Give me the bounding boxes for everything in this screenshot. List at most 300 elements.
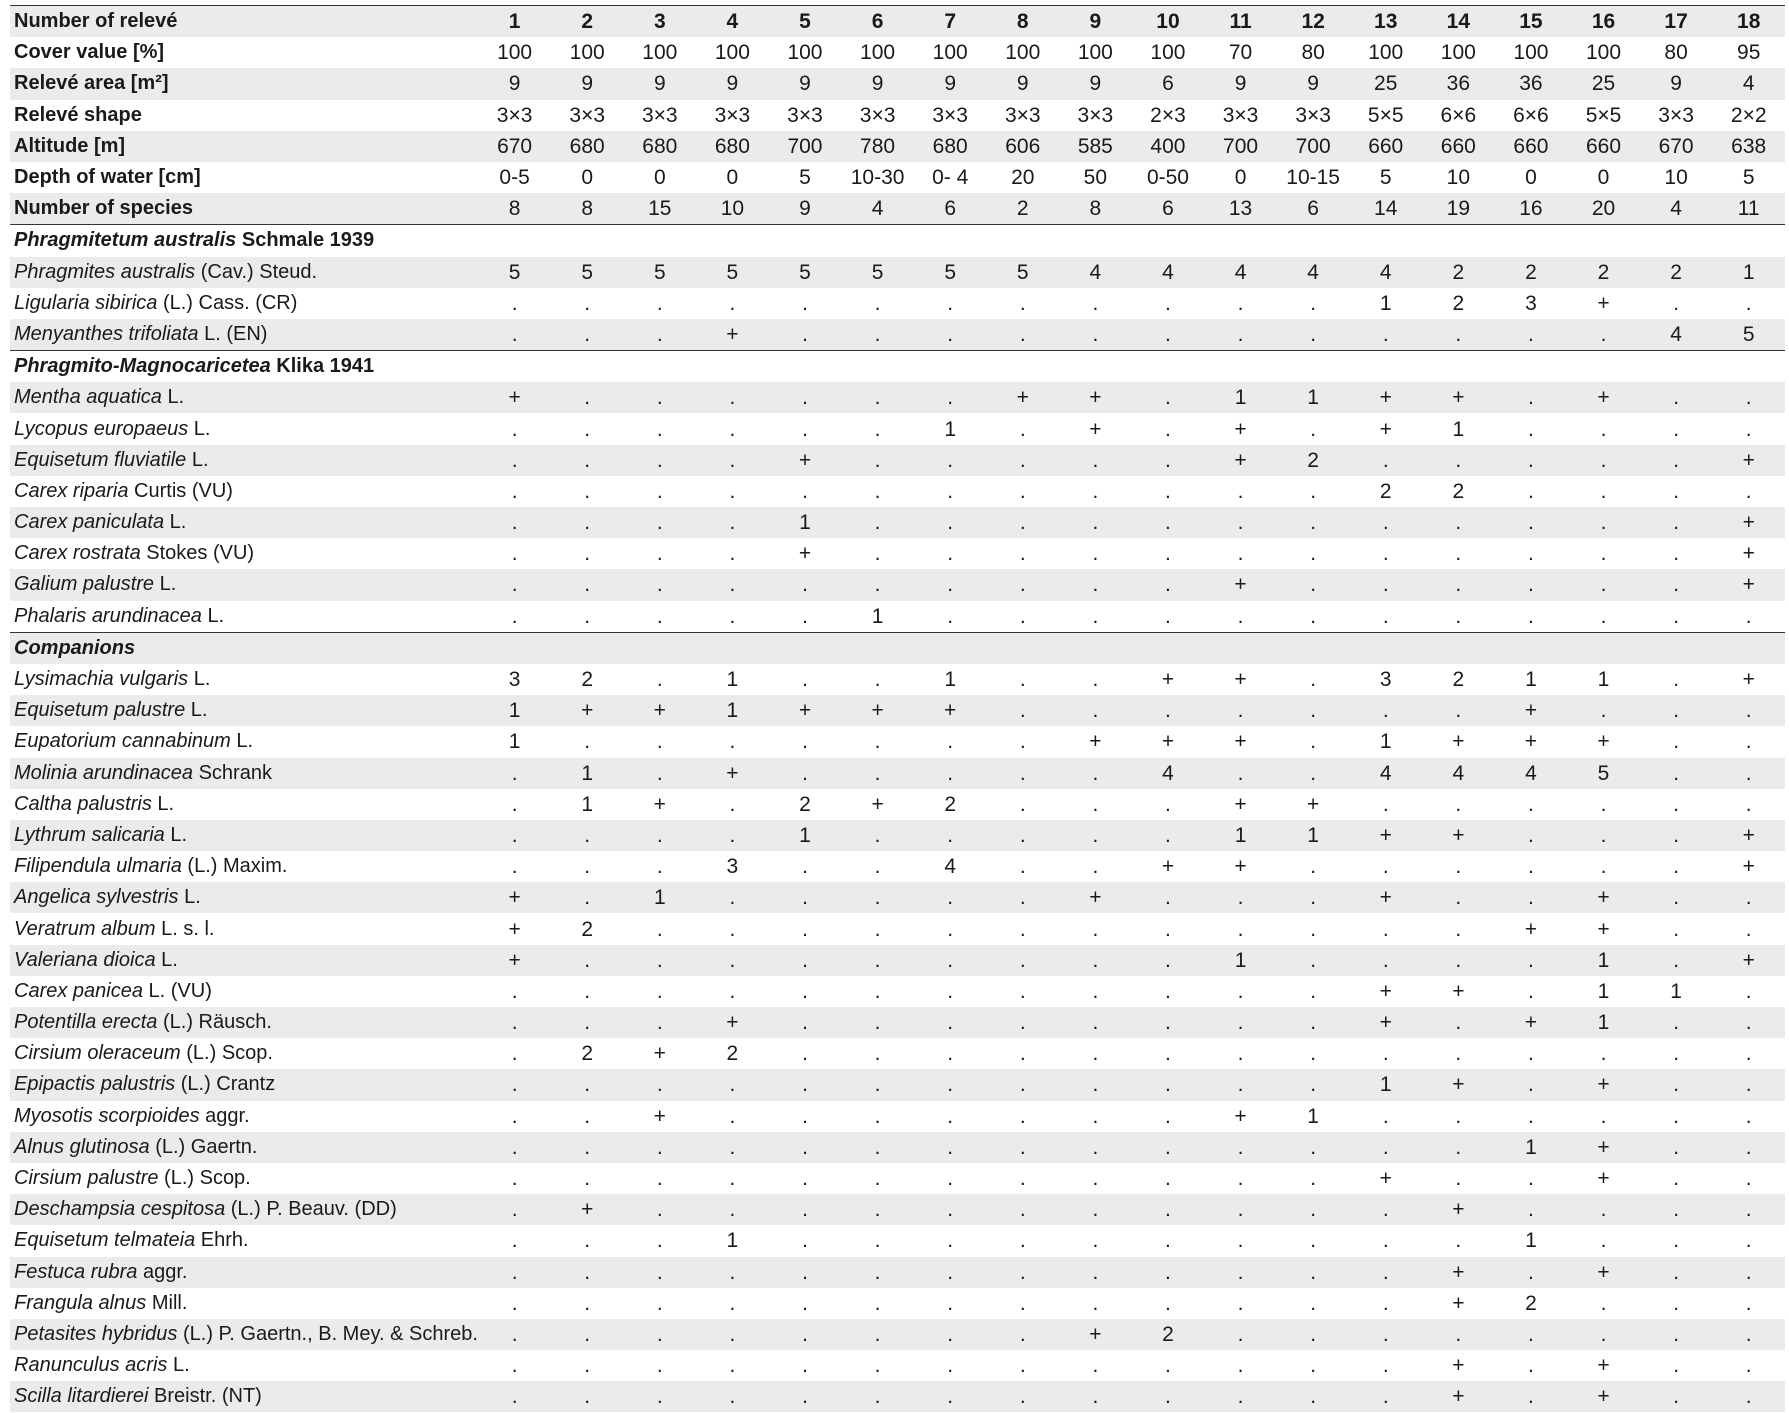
species-cell-12: . [1310,1198,1317,1222]
species-authority: L. [185,699,208,722]
species-cell-1: . [511,761,518,785]
header-row-cell-12: 10-15 [1286,166,1340,190]
species-cell-18: 5 [1742,322,1755,346]
species-label [10,886,498,909]
species-cell-15: + [1524,917,1538,941]
species-cell-9: . [1092,291,1099,315]
species-cell-17: . [1673,573,1680,597]
species-cell-17: . [1673,291,1680,315]
species-row [10,1163,1785,1194]
species-cell-15: . [1528,1260,1534,1284]
header-row-cell-16: 20 [1591,197,1616,221]
species-cell-8: . [1019,1135,1026,1159]
species-cell-12: 1 [1307,823,1319,847]
species-cell-10: . [1165,1198,1171,1222]
header-row-cell-14: 10 [1446,166,1470,190]
species-cell-8: . [1019,1104,1026,1128]
column-number-cell-10: 10 [1156,10,1180,34]
species-cell-17: . [1673,823,1680,847]
species-cell-11: . [1237,886,1244,910]
species-cell-14: . [1455,917,1462,941]
species-cell-17: . [1673,511,1680,535]
species-cell-4: . [729,886,736,910]
header-row-cell-1: 0-5 [499,166,530,190]
header-row-cell-17: 3×3 [1658,103,1694,127]
species-cell-13: . [1382,1322,1389,1346]
species-cell-6: . [874,1011,881,1035]
species-cell-8: . [1019,1011,1026,1035]
species-cell-3: . [656,1198,663,1222]
species-cell-18: 1 [1742,260,1755,284]
species-cell-1: . [511,823,518,847]
species-cell-15: . [1528,792,1534,816]
species-cell-8: . [1019,291,1026,315]
species-cell-7: . [947,1291,954,1315]
species-cell-2: . [584,1167,591,1191]
species-cell-16: + [1597,1260,1610,1284]
species-cell-6: . [874,573,881,597]
species-authority: L. (EN) [198,322,268,345]
header-row-cell-8: 9 [1016,72,1029,96]
species-cell-17: . [1673,1167,1680,1191]
header-row-cell-11: 70 [1228,41,1253,65]
species-cell-7: . [947,1104,954,1128]
species-cell-18: . [1745,699,1752,723]
species-cell-6: 1 [871,604,884,628]
species-cell-8: . [1019,1385,1026,1409]
header-row-cell-5: 3×3 [787,103,823,127]
species-cell-9: . [1092,448,1099,472]
species-cell-12: . [1310,699,1317,723]
species-cell-8: . [1019,1291,1026,1315]
species-cell-16: . [1600,542,1607,566]
species-cell-18: . [1745,479,1752,503]
species-cell-5: . [802,1011,808,1035]
header-row-cell-2: 0 [581,166,594,190]
section-title [10,229,505,252]
species-cell-11: . [1237,699,1244,723]
header-row [10,100,1785,131]
species-cell-18: + [1742,948,1755,972]
species-cell-17: . [1673,730,1680,754]
species-values [478,1199,1785,1220]
species-authority: L. [186,448,209,471]
header-row-cell-6: 4 [871,197,884,221]
species-cell-1: . [511,855,518,879]
species-cell-11: + [1234,1104,1247,1128]
species-name: Filipendula ulmaria [14,855,182,878]
species-cell-14: . [1455,542,1462,566]
species-cell-6: . [874,730,881,754]
species-cell-9: . [1092,1042,1099,1066]
species-cell-13: 1 [1379,291,1392,315]
species-cell-6: . [874,1167,881,1191]
species-cell-10: . [1165,1354,1171,1378]
species-name: Galium palustre [14,573,155,596]
header-row-values [478,73,1785,94]
species-cell-13: 4 [1379,260,1392,284]
species-cell-12: . [1310,604,1317,628]
species-cell-10: . [1165,1291,1171,1315]
species-label [10,949,498,972]
species-row [10,945,1785,976]
species-cell-12: . [1310,291,1317,315]
species-cell-5: . [802,1322,808,1346]
header-row-cell-4: 100 [714,41,750,65]
species-cell-4: . [729,511,736,535]
species-cell-1: . [511,511,518,535]
species-cell-18: . [1745,917,1752,941]
species-cell-2: . [584,573,591,597]
header-row-cell-18: 2×2 [1730,103,1767,127]
species-cell-17: . [1673,699,1680,723]
species-cell-1: . [511,1073,518,1097]
species-cell-4: 1 [726,668,739,692]
species-cell-4: 3 [726,855,739,879]
species-authority: L. [155,948,178,971]
species-cell-16: . [1600,1322,1607,1346]
species-cell-12: . [1310,322,1317,346]
species-cell-11: . [1237,542,1244,566]
species-authority: L. [161,386,185,409]
species-cell-4: . [729,1322,736,1346]
species-cell-16: + [1597,1385,1610,1409]
species-cell-3: . [656,1073,663,1097]
header-row-values [478,136,1785,157]
header-row-cell-10: 6 [1162,197,1174,221]
species-cell-17: . [1673,542,1680,566]
species-cell-3: . [656,1385,663,1409]
species-row [10,538,1785,569]
column-number-cell-17: 17 [1664,10,1688,34]
species-values [478,981,1785,1002]
species-cell-18: . [1745,761,1752,785]
header-row [10,193,1785,224]
species-cell-5: . [802,604,808,628]
species-cell-9: . [1092,1198,1099,1222]
species-cell-12: . [1310,1135,1317,1159]
species-cell-2: . [584,1229,591,1253]
header-label: Number of relevé [14,10,178,33]
species-cell-17: . [1673,917,1680,941]
header-row-cell-12: 3×3 [1295,103,1331,127]
species-values [478,606,1785,627]
species-values [478,856,1785,877]
header-row-cell-8: 3×3 [1004,103,1041,127]
species-cell-16: + [1597,1135,1610,1159]
species-cell-4: . [729,1260,736,1284]
species-cell-13: . [1382,948,1389,972]
section-title-name: Phragmito-Magnocaricetea [14,355,271,378]
species-cell-8: + [1016,386,1029,410]
species-cell-6: . [874,1135,881,1159]
species-cell-4: . [729,291,736,315]
header-row-cell-17: 670 [1658,134,1694,158]
species-cell-12: . [1310,1229,1317,1253]
species-cell-10: + [1161,668,1175,692]
species-cell-5: 5 [799,260,811,284]
section-title-name: Companions [14,636,136,659]
species-cell-10: . [1165,322,1171,346]
species-cell-3: . [656,448,663,472]
column-numbers [478,11,1785,32]
header-row-cell-2: 8 [581,197,594,221]
species-cell-9: . [1092,1135,1099,1159]
species-cell-10: . [1165,542,1171,566]
header-rows [10,37,1785,224]
species-values [478,1355,1785,1376]
species-cell-16: 5 [1597,761,1610,785]
species-values [478,543,1785,564]
species-cell-2: . [584,604,591,628]
species-name: Alnus glutinosa [14,1135,150,1158]
species-cell-3: . [656,386,663,410]
header-row-cell-6: 9 [871,72,884,96]
species-cell-1: + [508,948,521,972]
header-row-label: Cover value [%] [14,41,165,64]
species-cell-9: . [1092,1073,1099,1097]
species-cell-2: . [584,1260,591,1284]
species-cell-15: . [1528,1073,1534,1097]
species-cell-15: 1 [1525,1229,1537,1253]
species-row [10,913,1785,944]
species-cell-13: 1 [1379,1073,1392,1097]
species-cell-4: . [729,1104,736,1128]
species-cell-16: 2 [1597,260,1610,284]
species-cell-4: . [729,792,736,816]
species-label [10,1073,498,1096]
species-cell-9: . [1092,1385,1099,1409]
species-cell-7: . [947,479,954,503]
species-name: Festuca rubra [14,1260,138,1283]
species-cell-1: . [511,1167,518,1191]
species-cell-12: 1 [1307,386,1319,410]
species-cell-10: . [1165,417,1171,441]
species-cell-4: . [729,979,736,1003]
species-authority: (L.) Scop. [158,1167,251,1190]
header-row-label: Relevé shape [14,103,142,126]
species-cell-8: . [1019,823,1026,847]
species-name: Menyanthes trifoliata [14,322,199,345]
species-cell-8: . [1019,1322,1026,1346]
species-cell-14: . [1455,1104,1462,1128]
species-cell-16: . [1600,604,1607,628]
header-row-cell-3: 680 [642,134,678,158]
species-cell-8: . [1019,417,1026,441]
species-cell-18: . [1745,1291,1752,1315]
species-cell-6: . [874,1042,881,1066]
species-row [10,1350,1785,1381]
species-cell-17: . [1673,761,1680,785]
species-row [10,1038,1785,1069]
species-cell-7: . [947,917,954,941]
species-cell-1: 1 [508,699,521,723]
species-cell-7: 1 [944,668,957,692]
header-row-cell-3: 0 [653,166,666,190]
species-cell-12: . [1310,1260,1317,1284]
species-cell-14: . [1455,1229,1462,1253]
species-cell-5: . [802,1385,808,1409]
species-label [10,418,498,441]
species-cell-10: . [1165,917,1171,941]
species-cell-9: . [1092,511,1099,535]
species-cell-15: . [1528,1042,1534,1066]
species-label [10,699,498,722]
species-name: Caltha palustris [14,792,152,815]
species-cell-8: . [1019,668,1026,692]
species-cell-11: . [1237,979,1244,1003]
species-cell-9: . [1092,1260,1099,1284]
species-cell-17: . [1673,886,1680,910]
species-cell-12: . [1310,917,1317,941]
species-label [10,824,498,847]
species-cell-5: + [798,448,812,472]
header-row-cell-14: 660 [1440,134,1476,158]
species-cell-18: + [1742,823,1755,847]
species-cell-10: . [1165,386,1171,410]
species-cell-13: 3 [1379,668,1392,692]
species-row [10,1319,1785,1350]
header-row-cell-18: 5 [1742,166,1755,190]
species-cell-14: . [1455,1011,1462,1035]
header-row-cell-17: 10 [1664,166,1688,190]
species-values [478,1137,1785,1158]
species-cell-2: . [584,1354,591,1378]
species-cell-11: . [1237,1167,1244,1191]
species-cell-1: . [511,1042,518,1066]
species-cell-10: . [1165,948,1171,972]
species-values [478,1074,1785,1095]
species-cell-5: . [802,417,808,441]
species-cell-9: + [1089,730,1102,754]
species-cell-16: . [1600,1104,1607,1128]
header-row-cell-14: 36 [1446,72,1470,96]
species-cell-11: . [1237,479,1244,503]
species-label [10,1105,498,1128]
species-cell-2: . [584,1011,591,1035]
species-name: Myosotis scorpioides [14,1104,200,1127]
species-cell-17: 1 [1670,979,1682,1003]
species-cell-4: . [729,417,736,441]
species-cell-13: . [1382,917,1389,941]
section-title-name: Phragmitetum australis [14,229,237,252]
species-row [10,1381,1785,1412]
species-cell-14: . [1455,1135,1462,1159]
header-row-values [478,167,1785,188]
species-authority: (L.) Scop. [180,1042,273,1065]
species-cell-18: . [1745,979,1752,1003]
header-row-cell-11: 700 [1223,134,1259,158]
species-cell-14: + [1452,979,1465,1003]
species-cell-15: . [1528,1354,1534,1378]
header-row-cell-12: 9 [1307,72,1319,96]
header-row-cell-2: 3×3 [569,103,606,127]
species-values [478,669,1785,690]
species-cell-16: + [1597,291,1610,315]
species-cell-15: . [1528,855,1534,879]
species-cell-13: . [1382,792,1389,816]
header-row-cell-16: 0 [1597,166,1610,190]
species-cell-12: 4 [1307,260,1319,284]
header-row-cell-16: 660 [1585,134,1622,158]
species-cell-18: . [1745,1011,1752,1035]
species-cell-11: . [1237,1322,1244,1346]
species-cell-12: . [1310,573,1317,597]
species-cell-10: 2 [1162,1322,1174,1346]
header-row-cell-16: 5×5 [1585,103,1622,127]
species-cell-3: . [656,948,663,972]
sections [10,224,1785,1412]
species-values [478,1386,1785,1407]
species-cell-1: . [511,542,518,566]
species-authority: L. (VU) [142,979,212,1002]
species-cell-10: . [1165,1104,1171,1128]
species-cell-15: . [1528,1385,1534,1409]
species-cell-5: . [802,1354,808,1378]
species-cell-2: 2 [581,917,594,941]
species-cell-3: . [656,1291,663,1315]
header-row-cell-8: 20 [1011,166,1035,190]
species-cell-5: . [802,668,808,692]
header-row-cell-7: 6 [944,197,957,221]
species-cell-7: 4 [944,855,957,879]
species-cell-10: . [1165,1073,1171,1097]
species-cell-9: . [1092,1354,1099,1378]
species-cell-9: + [1089,886,1102,910]
header-row-number-of-releve [10,5,1785,37]
species-cell-3: . [656,322,663,346]
species-name: Scilla litardierei [14,1385,149,1408]
header-row-cell-1: 100 [497,41,533,65]
species-values [478,262,1785,283]
species-authority: L. [154,573,177,596]
species-label [10,980,498,1003]
column-number-cell-15: 15 [1519,10,1543,34]
species-authority: L. [178,886,201,909]
species-name: Angelica sylvestris [14,886,179,909]
species-cell-2: . [584,1322,591,1346]
species-cell-17: . [1673,1104,1680,1128]
species-cell-9: + [1089,1322,1102,1346]
species-cell-18: . [1745,1135,1752,1159]
species-cell-3: 1 [653,886,666,910]
species-cell-11: . [1237,1135,1244,1159]
species-cell-8: . [1019,511,1026,535]
species-label [10,730,498,753]
species-cell-6: 5 [871,260,884,284]
header-row-cell-15: 36 [1519,72,1543,96]
species-cell-10: . [1165,823,1171,847]
species-name: Lycopus europaeus [14,417,189,440]
species-cell-3: . [656,730,663,754]
species-cell-12: . [1310,1291,1317,1315]
releve-table [10,5,1785,1412]
species-cell-10: . [1165,1385,1171,1409]
species-cell-8: . [1019,542,1026,566]
header-row-cell-18: 11 [1737,197,1760,221]
species-cell-7: . [947,386,954,410]
header-row-cell-3: 15 [648,197,672,221]
species-name: Deschampsia cespitosa [14,1198,226,1221]
header-row-cell-10: 400 [1150,134,1186,158]
header-row-cell-10: 6 [1162,72,1174,96]
species-values [478,763,1785,784]
header-row-cell-2: 100 [569,41,605,65]
species-cell-6: . [874,322,881,346]
species-cell-17: . [1673,386,1680,410]
species-label [10,855,498,878]
species-cell-2: + [581,1198,594,1222]
